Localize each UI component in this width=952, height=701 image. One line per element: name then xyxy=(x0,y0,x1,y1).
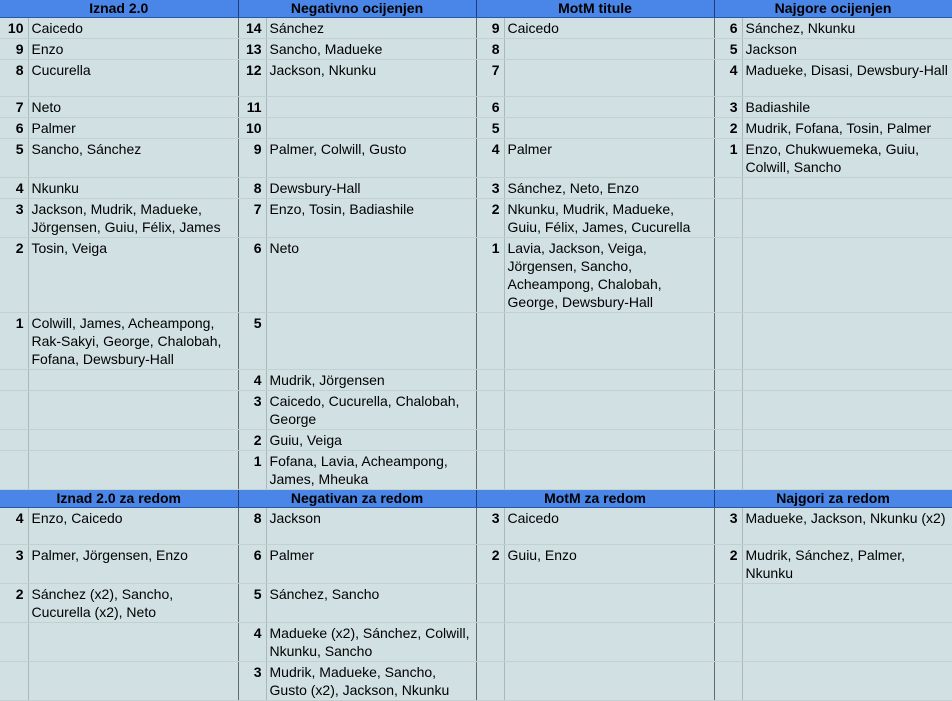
count-cell[interactable] xyxy=(0,662,28,701)
count-cell[interactable]: 2 xyxy=(714,545,742,584)
players-cell[interactable]: Guiu, Veiga xyxy=(266,430,476,451)
count-cell[interactable]: 9 xyxy=(238,139,266,178)
count-cell[interactable] xyxy=(476,370,504,391)
players-cell[interactable] xyxy=(28,370,238,391)
count-cell[interactable]: 5 xyxy=(476,118,504,139)
count-cell[interactable]: 4 xyxy=(0,508,28,545)
count-cell[interactable] xyxy=(476,623,504,662)
players-cell[interactable]: Colwill, James, Acheampong, Rak-Sakyi, George, Chalobah, Fofana, Dewsbury-Hall xyxy=(28,313,238,370)
players-cell[interactable]: Palmer, Jörgensen, Enzo xyxy=(28,545,238,584)
count-cell[interactable]: 2 xyxy=(0,238,28,313)
players-cell[interactable] xyxy=(28,623,238,662)
count-cell[interactable] xyxy=(714,662,742,701)
header-row xyxy=(0,0,952,18)
count-cell[interactable]: 9 xyxy=(0,39,28,60)
players-cell[interactable]: Mudrik, Sánchez, Palmer, Nkunku xyxy=(742,545,952,584)
players-cell[interactable]: Jackson, Mudrik, Madueke, Jörgensen, Guiu, Félix, James xyxy=(28,199,238,238)
count-cell[interactable]: 12 xyxy=(238,60,266,97)
table-row xyxy=(0,139,952,178)
header-row xyxy=(0,490,952,508)
players-cell[interactable] xyxy=(504,391,714,430)
count-cell[interactable] xyxy=(714,584,742,623)
count-cell[interactable] xyxy=(0,623,28,662)
count-cell[interactable]: 3 xyxy=(476,508,504,545)
players-cell[interactable] xyxy=(504,662,714,701)
players-cell[interactable]: Sánchez (x2), Sancho, Cucurella (x2), Neto xyxy=(28,584,238,623)
count-cell[interactable] xyxy=(476,451,504,490)
players-cell[interactable] xyxy=(266,97,476,118)
players-cell[interactable] xyxy=(28,451,238,490)
table-row xyxy=(0,451,952,490)
count-cell[interactable]: 7 xyxy=(0,97,28,118)
column-header[interactable]: Iznad 2.0 xyxy=(0,0,238,18)
count-cell[interactable]: 4 xyxy=(714,60,742,97)
players-cell[interactable]: Sánchez xyxy=(266,18,476,39)
count-cell[interactable]: 6 xyxy=(238,545,266,584)
column-header[interactable]: Najgore ocijenjen xyxy=(714,0,952,18)
count-cell[interactable] xyxy=(714,199,742,238)
count-cell[interactable] xyxy=(0,430,28,451)
players-cell[interactable] xyxy=(742,370,952,391)
players-cell[interactable]: Palmer xyxy=(504,139,714,178)
players-cell[interactable] xyxy=(742,623,952,662)
column-header[interactable]: Negativan za redom xyxy=(238,490,476,508)
column-header[interactable]: MotM za redom xyxy=(476,490,714,508)
column-header[interactable]: Iznad 2.0 za redom xyxy=(0,490,238,508)
players-cell[interactable] xyxy=(28,391,238,430)
count-cell[interactable]: 6 xyxy=(714,18,742,39)
players-cell[interactable]: Madueke, Jackson, Nkunku (x2) xyxy=(742,508,952,545)
players-cell[interactable]: Sánchez, Neto, Enzo xyxy=(504,178,714,199)
table-row xyxy=(0,97,952,118)
count-cell[interactable]: 8 xyxy=(238,178,266,199)
players-cell[interactable] xyxy=(504,430,714,451)
count-cell[interactable] xyxy=(714,238,742,313)
players-cell[interactable] xyxy=(742,199,952,238)
players-cell[interactable] xyxy=(742,313,952,370)
table-row xyxy=(0,39,952,60)
count-cell[interactable] xyxy=(476,584,504,623)
count-cell[interactable]: 1 xyxy=(714,139,742,178)
count-cell[interactable]: 13 xyxy=(238,39,266,60)
players-cell[interactable]: Dewsbury-Hall xyxy=(266,178,476,199)
count-cell[interactable]: 3 xyxy=(476,178,504,199)
players-cell[interactable] xyxy=(742,451,952,490)
players-cell[interactable]: Cucurella xyxy=(28,60,238,97)
table-row xyxy=(0,584,952,623)
count-cell[interactable]: 7 xyxy=(476,60,504,97)
players-cell[interactable]: Fofana, Lavia, Acheampong, James, Mheuka xyxy=(266,451,476,490)
players-cell[interactable]: Mudrik, Madueke, Sancho, Gusto (x2), Jackson, Nkunku xyxy=(266,662,476,701)
table-row xyxy=(0,313,952,370)
count-cell[interactable]: 5 xyxy=(0,139,28,178)
players-cell[interactable] xyxy=(504,451,714,490)
count-cell[interactable]: 7 xyxy=(238,199,266,238)
count-cell[interactable] xyxy=(714,313,742,370)
count-cell[interactable]: 6 xyxy=(238,238,266,313)
count-cell[interactable] xyxy=(0,391,28,430)
players-cell[interactable]: Mudrik, Fofana, Tosin, Palmer xyxy=(742,118,952,139)
players-cell[interactable]: Palmer xyxy=(266,545,476,584)
players-cell[interactable]: Nkunku, Mudrik, Madueke, Guiu, Félix, James, Cucurella xyxy=(504,199,714,238)
count-cell[interactable]: 3 xyxy=(238,662,266,701)
players-cell[interactable] xyxy=(266,313,476,370)
count-cell[interactable] xyxy=(714,370,742,391)
players-cell[interactable]: Palmer xyxy=(28,118,238,139)
players-cell[interactable] xyxy=(742,391,952,430)
count-cell[interactable]: 14 xyxy=(238,18,266,39)
players-cell[interactable] xyxy=(504,97,714,118)
players-cell[interactable] xyxy=(28,430,238,451)
table-row xyxy=(0,623,952,662)
column-header[interactable]: Najgori za redom xyxy=(714,490,952,508)
table-row xyxy=(0,178,952,199)
count-cell[interactable]: 8 xyxy=(238,508,266,545)
count-cell[interactable]: 2 xyxy=(714,118,742,139)
players-cell[interactable] xyxy=(504,60,714,97)
players-cell[interactable]: Lavia, Jackson, Veiga, Jörgensen, Sancho, Acheampong, Chalobah, George, Dewsbury-Hall xyxy=(504,238,714,313)
count-cell[interactable]: 6 xyxy=(0,118,28,139)
count-cell[interactable] xyxy=(476,430,504,451)
table-row xyxy=(0,238,952,313)
count-cell[interactable]: 10 xyxy=(0,18,28,39)
players-cell[interactable] xyxy=(742,584,952,623)
count-cell[interactable]: 3 xyxy=(238,391,266,430)
count-cell[interactable] xyxy=(476,662,504,701)
count-cell[interactable] xyxy=(714,430,742,451)
players-cell[interactable]: Caicedo, Cucurella, Chalobah, George xyxy=(266,391,476,430)
count-cell[interactable] xyxy=(714,623,742,662)
count-cell[interactable]: 4 xyxy=(0,178,28,199)
players-cell[interactable]: Enzo, Chukwuemeka, Guiu, Colwill, Sancho xyxy=(742,139,952,178)
players-cell[interactable]: Palmer, Colwill, Gusto xyxy=(266,139,476,178)
table-row xyxy=(0,18,952,39)
players-cell[interactable] xyxy=(504,313,714,370)
count-cell[interactable]: 2 xyxy=(476,199,504,238)
players-cell[interactable] xyxy=(504,584,714,623)
players-cell[interactable] xyxy=(742,178,952,199)
players-cell[interactable] xyxy=(742,662,952,701)
players-cell[interactable]: Guiu, Enzo xyxy=(504,545,714,584)
count-cell[interactable]: 3 xyxy=(0,199,28,238)
players-cell[interactable] xyxy=(504,623,714,662)
count-cell[interactable]: 11 xyxy=(238,97,266,118)
table-row xyxy=(0,199,952,238)
count-cell[interactable] xyxy=(0,451,28,490)
players-cell[interactable]: Jackson, Nkunku xyxy=(266,60,476,97)
players-cell[interactable]: Madueke (x2), Sánchez, Colwill, Nkunku, Sancho xyxy=(266,623,476,662)
count-cell[interactable]: 8 xyxy=(0,60,28,97)
count-cell[interactable] xyxy=(476,391,504,430)
count-cell[interactable]: 3 xyxy=(0,545,28,584)
count-cell[interactable]: 1 xyxy=(238,451,266,490)
count-cell[interactable] xyxy=(0,370,28,391)
players-cell[interactable]: Madueke, Disasi, Dewsbury-Hall xyxy=(742,60,952,97)
count-cell[interactable] xyxy=(714,451,742,490)
table-row xyxy=(0,60,952,97)
players-cell[interactable] xyxy=(28,662,238,701)
players-cell[interactable]: Nkunku xyxy=(28,178,238,199)
count-cell[interactable]: 5 xyxy=(238,313,266,370)
players-cell[interactable]: Enzo, Tosin, Badiashile xyxy=(266,199,476,238)
players-cell[interactable]: Neto xyxy=(266,238,476,313)
count-cell[interactable]: 2 xyxy=(238,430,266,451)
count-cell[interactable] xyxy=(476,313,504,370)
column-header[interactable]: Negativno ocijenjen xyxy=(238,0,476,18)
players-cell[interactable]: Badiashile xyxy=(742,97,952,118)
players-cell[interactable]: Neto xyxy=(28,97,238,118)
players-cell[interactable]: Sancho, Sánchez xyxy=(28,139,238,178)
table-row xyxy=(0,508,952,545)
players-cell[interactable]: Sánchez, Sancho xyxy=(266,584,476,623)
players-cell[interactable]: Mudrik, Jörgensen xyxy=(266,370,476,391)
column-header[interactable]: MotM titule xyxy=(476,0,714,18)
players-cell[interactable]: Jackson xyxy=(742,39,952,60)
players-cell[interactable]: Caicedo xyxy=(504,508,714,545)
count-cell[interactable]: 4 xyxy=(476,139,504,178)
players-cell[interactable]: Tosin, Veiga xyxy=(28,238,238,313)
players-cell[interactable]: Enzo, Caicedo xyxy=(28,508,238,545)
players-cell[interactable]: Jackson xyxy=(266,508,476,545)
count-cell[interactable]: 3 xyxy=(714,97,742,118)
table-row xyxy=(0,662,952,701)
table-row xyxy=(0,370,952,391)
count-cell[interactable]: 10 xyxy=(238,118,266,139)
players-cell[interactable]: Caicedo xyxy=(28,18,238,39)
count-cell[interactable]: 5 xyxy=(238,584,266,623)
count-cell[interactable] xyxy=(714,178,742,199)
count-cell[interactable] xyxy=(714,391,742,430)
table-row xyxy=(0,430,952,451)
players-cell[interactable]: Sancho, Madueke xyxy=(266,39,476,60)
players-cell[interactable] xyxy=(504,118,714,139)
count-cell[interactable]: 3 xyxy=(714,508,742,545)
table-row xyxy=(0,545,952,584)
count-cell[interactable]: 4 xyxy=(238,623,266,662)
players-cell[interactable] xyxy=(504,370,714,391)
count-cell[interactable]: 9 xyxy=(476,18,504,39)
count-cell[interactable]: 1 xyxy=(476,238,504,313)
count-cell[interactable]: 6 xyxy=(476,97,504,118)
table-row xyxy=(0,391,952,430)
players-cell[interactable]: Enzo xyxy=(28,39,238,60)
count-cell[interactable]: 4 xyxy=(238,370,266,391)
players-cell[interactable] xyxy=(742,238,952,313)
count-cell[interactable]: 8 xyxy=(476,39,504,60)
players-cell[interactable] xyxy=(266,118,476,139)
players-cell[interactable]: Sánchez, Nkunku xyxy=(742,18,952,39)
count-cell[interactable]: 5 xyxy=(714,39,742,60)
players-cell[interactable] xyxy=(504,39,714,60)
count-cell[interactable]: 2 xyxy=(0,584,28,623)
count-cell[interactable]: 1 xyxy=(0,313,28,370)
table-row xyxy=(0,118,952,139)
players-cell[interactable] xyxy=(742,430,952,451)
count-cell[interactable]: 2 xyxy=(476,545,504,584)
players-cell[interactable]: Caicedo xyxy=(504,18,714,39)
